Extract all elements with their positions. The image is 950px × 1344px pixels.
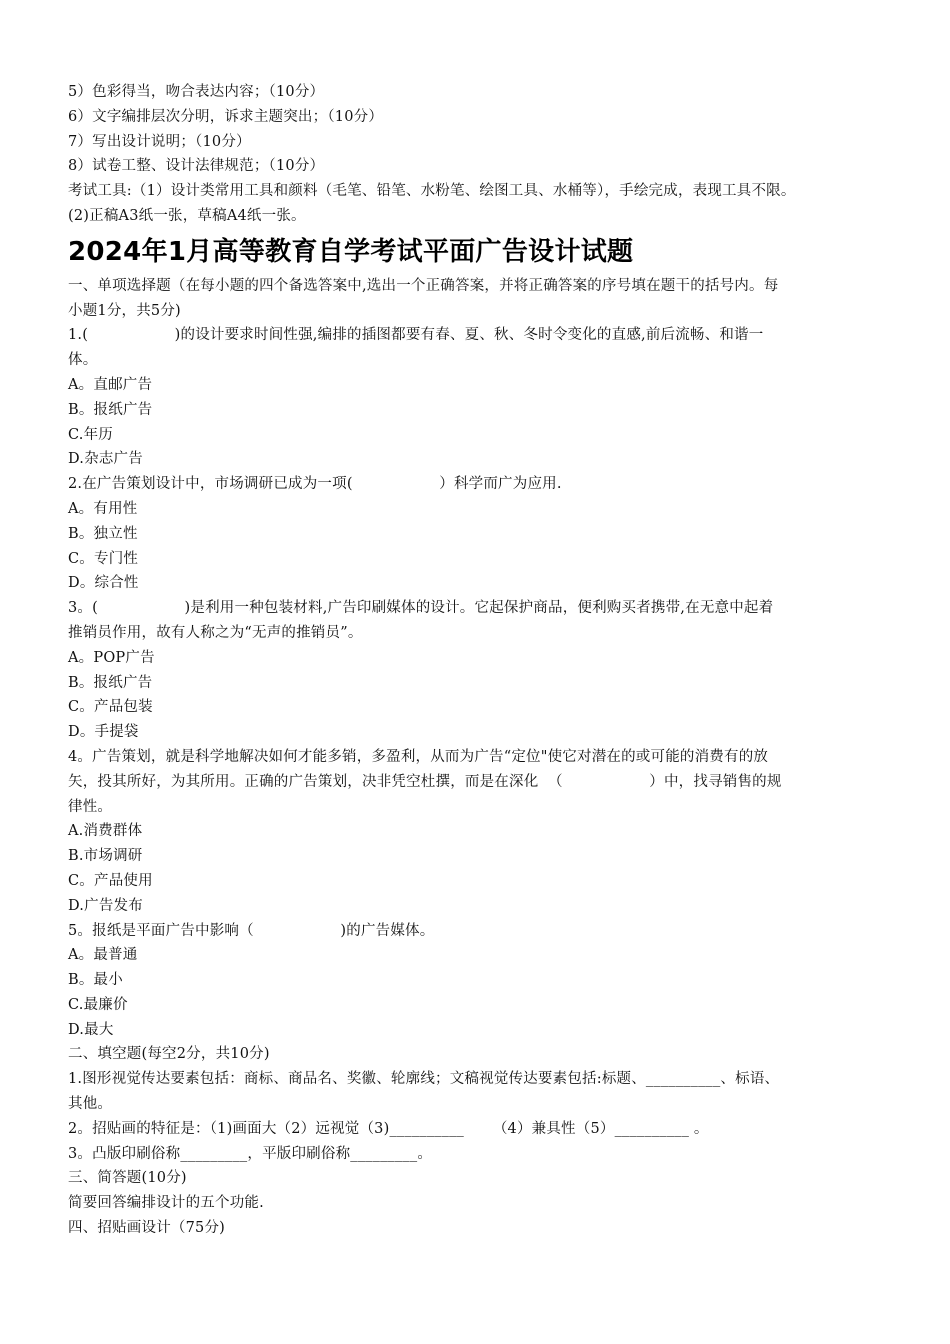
text-line: 5）色彩得当，吻合表达内容；（10分） xyxy=(68,84,325,100)
text-line: 其他。 xyxy=(68,1096,113,1113)
option-item: D.杂志广告 xyxy=(68,451,143,468)
text-line: 小题1分，共5分) xyxy=(68,302,181,319)
option-item: C。产品包装 xyxy=(68,699,153,716)
question-text: 1.图形视觉传达要素包括：商标、商品名、奖徽、轮廓线；文稿视觉传达要素包括:标题、__________、标语、 xyxy=(68,1071,780,1088)
option-item: A。有用性 xyxy=(68,500,138,517)
section-heading: 一、单项选择题（在每小题的四个备选答案中,选出一个正确答案，并将正确答案的序号填在题干的括号内。每 xyxy=(68,277,779,294)
option-item: C.最廉价 xyxy=(68,996,128,1013)
option-item: D。手提袋 xyxy=(68,724,139,741)
exam-title: 2024年1月高等教育自学考试平面广告设计试题 xyxy=(68,236,634,267)
text-line: 6）文字编排层次分明，诉求主题突出；（10分） xyxy=(68,108,384,125)
section-heading: 三、简答题(10分) xyxy=(68,1170,187,1187)
option-item: A。POP广告 xyxy=(68,649,155,666)
option-item: C.年历 xyxy=(68,426,113,443)
text-line: 矢，投其所好，为其所用。正确的广告策划，决非凭空杜撰，而是在深化 （ ）中，找寻销售的规 xyxy=(68,773,782,790)
option-item: C。专门性 xyxy=(68,550,139,567)
text-line: 7）写出设计说明；（10分） xyxy=(68,133,251,150)
scoring-criteria xyxy=(68,80,888,229)
text-line: 推销员作用，故有人称之为“无声的推销员”。 xyxy=(68,624,363,641)
option-item: D.广告发布 xyxy=(68,897,143,914)
text-line: 考试工具:（1）设计类常用工具和颜料（毛笔、铅笔、水粉笔、绘图工具、水桶等），手绘完成，表现工具不限。 xyxy=(68,183,796,200)
text-line: (2)正稿A3纸一张，草稿A4纸一张。 xyxy=(68,207,306,224)
exam-body xyxy=(68,274,888,1241)
section-heading: 二、填空题(每空2分，共10分) xyxy=(68,1046,270,1063)
text-line: 8）试卷工整、设计法律规范；（10分） xyxy=(68,158,325,175)
option-item: B.市场调研 xyxy=(68,848,143,865)
text-line: 体。 xyxy=(68,352,98,369)
document-content xyxy=(68,80,888,1241)
section-heading: 四、招贴画设计（75分) xyxy=(68,1220,226,1237)
option-item: D。综合性 xyxy=(68,575,139,592)
option-item: B。独立性 xyxy=(68,525,138,542)
question-text: 3。( )是利用一种包装材料,广告印刷媒体的设计。它起保护商品，便利购买者携带,在无意中起着 xyxy=(68,600,774,617)
option-item: A。直邮广告 xyxy=(68,376,153,393)
option-item: C。产品使用 xyxy=(68,872,153,889)
question-text: 2.在广告策划设计中，市场调研已成为一项( ）科学而广为应用. xyxy=(68,476,562,493)
option-item: D.最大 xyxy=(68,1021,114,1038)
question-text: 5。报纸是平面广告中影响（ )的广告媒体。 xyxy=(68,922,435,939)
question-text: 1.( )的设计要求时间性强,编排的插图都要有春、夏、秋、冬时令变化的直感,前后流畅、和谐一 xyxy=(68,327,764,344)
question-text: 简要回答编排设计的五个功能. xyxy=(68,1195,264,1212)
question-text: 3。凸版印刷俗称_________，平版印刷俗称_________。 xyxy=(68,1145,433,1162)
option-item: B。报纸广告 xyxy=(68,401,153,418)
question-text: 2。招贴画的特征是：（1)画面大（2）远视觉（3)__________ （4）兼具性（5）__________ 。 xyxy=(68,1120,709,1137)
option-item: A。最普通 xyxy=(68,947,138,964)
option-item: A.消费群体 xyxy=(68,823,143,840)
text-line: 律性。 xyxy=(68,798,113,815)
question-text: 4。广告策划，就是科学地解决如何才能多销，多盈利，从而为广告“定位"使它对潜在的或可能的消费有的放 xyxy=(68,748,769,765)
option-item: B。报纸广告 xyxy=(68,674,153,691)
option-item: B。最小 xyxy=(68,972,123,989)
